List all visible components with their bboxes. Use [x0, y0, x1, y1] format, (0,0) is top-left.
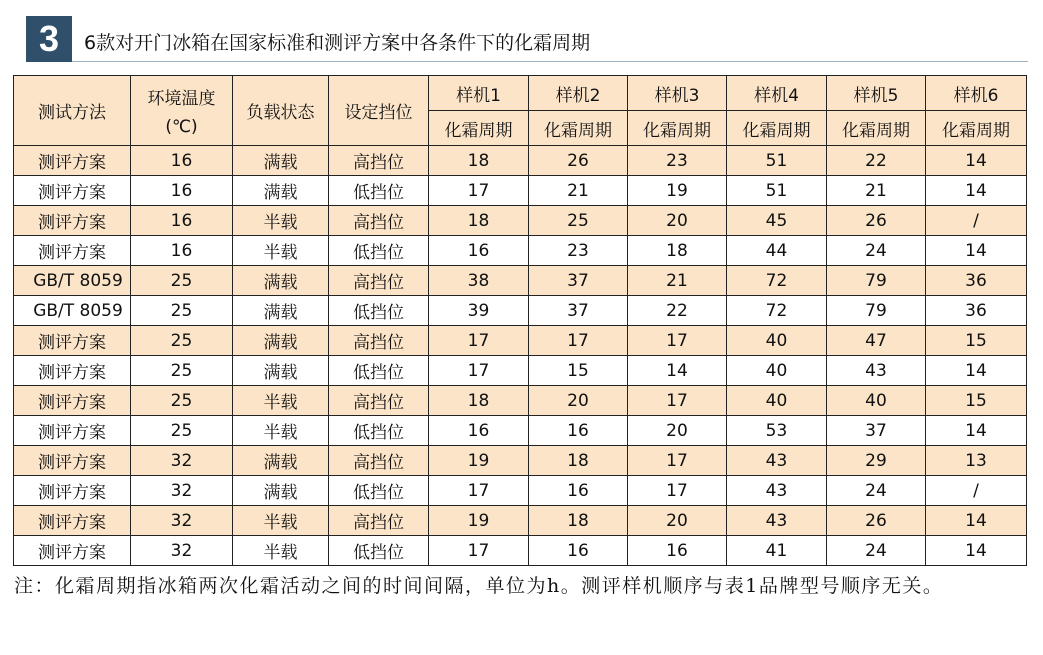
- table-row: [14, 446, 1027, 476]
- cell-sample-4: 51: [727, 146, 827, 176]
- cell-sample-3: 16: [628, 536, 727, 566]
- cell-sample-1: 19: [429, 446, 529, 476]
- cell-temperature: 25: [131, 266, 233, 296]
- cell-sample-3: 17: [628, 476, 727, 506]
- cell-sample-5: 24: [827, 476, 926, 506]
- cell-temperature: 25: [131, 416, 233, 446]
- defrost-cycle-table: [13, 75, 1027, 566]
- header-temperature-label: 环境温度: [147, 89, 216, 109]
- cell-sample-2: 21: [529, 176, 628, 206]
- header-row-1: [14, 76, 1027, 111]
- header-setting: 设定挡位: [329, 76, 429, 146]
- cell-sample-6: 14: [926, 146, 1027, 176]
- header-load: 负载状态: [233, 76, 329, 146]
- cell-sample-5: 43: [827, 356, 926, 386]
- cell-temperature: 32: [131, 506, 233, 536]
- table-row: [14, 176, 1027, 206]
- figure-number-badge: 3: [26, 16, 72, 62]
- cell-sample-1: 39: [429, 296, 529, 326]
- cell-sample-6: 15: [926, 386, 1027, 416]
- cell-sample-5: 37: [827, 416, 926, 446]
- cell-method: GB/T 8059: [14, 296, 131, 326]
- cell-sample-2: 37: [529, 266, 628, 296]
- header-defrost-cycle: 化霜周期: [926, 111, 1027, 146]
- cell-sample-2: 18: [529, 446, 628, 476]
- cell-sample-5: 47: [827, 326, 926, 356]
- cell-sample-1: 16: [429, 236, 529, 266]
- cell-sample-2: 15: [529, 356, 628, 386]
- cell-method: 测评方案: [14, 506, 131, 536]
- cell-sample-3: 18: [628, 236, 727, 266]
- cell-temperature: 25: [131, 386, 233, 416]
- cell-sample-4: 72: [727, 296, 827, 326]
- cell-temperature: 25: [131, 356, 233, 386]
- cell-sample-4: 43: [727, 446, 827, 476]
- cell-load: 满载: [233, 326, 329, 356]
- cell-sample-3: 17: [628, 326, 727, 356]
- cell-method: 测评方案: [14, 446, 131, 476]
- cell-sample-4: 41: [727, 536, 827, 566]
- cell-setting: 高挡位: [329, 146, 429, 176]
- header-temperature-unit: (℃): [165, 117, 198, 137]
- cell-sample-5: 79: [827, 296, 926, 326]
- table-row: [14, 266, 1027, 296]
- cell-temperature: 16: [131, 206, 233, 236]
- cell-temperature: 16: [131, 176, 233, 206]
- cell-sample-1: 18: [429, 386, 529, 416]
- header-defrost-cycle: 化霜周期: [529, 111, 628, 146]
- header-sample-6: 样机6: [926, 76, 1027, 111]
- cell-load: 半载: [233, 236, 329, 266]
- cell-sample-5: 22: [827, 146, 926, 176]
- cell-sample-6: 14: [926, 176, 1027, 206]
- figure-title: 6款对开门冰箱在国家标准和测评方案中各条件下的化霜周期: [84, 32, 591, 54]
- cell-sample-4: 43: [727, 476, 827, 506]
- cell-sample-1: 18: [429, 146, 529, 176]
- cell-setting: 高挡位: [329, 266, 429, 296]
- cell-setting: 低挡位: [329, 416, 429, 446]
- cell-method: 测评方案: [14, 386, 131, 416]
- cell-sample-6: /: [926, 206, 1027, 236]
- cell-setting: 低挡位: [329, 236, 429, 266]
- table-row: [14, 236, 1027, 266]
- cell-sample-5: 26: [827, 206, 926, 236]
- cell-sample-6: 14: [926, 356, 1027, 386]
- cell-method: 测评方案: [14, 236, 131, 266]
- table-body: [14, 146, 1027, 566]
- cell-sample-2: 23: [529, 236, 628, 266]
- cell-sample-3: 21: [628, 266, 727, 296]
- cell-sample-1: 18: [429, 206, 529, 236]
- cell-load: 满载: [233, 296, 329, 326]
- cell-load: 半载: [233, 416, 329, 446]
- cell-load: 满载: [233, 146, 329, 176]
- cell-method: 测评方案: [14, 206, 131, 236]
- table-row: [14, 476, 1027, 506]
- table-row: [14, 206, 1027, 236]
- cell-sample-4: 51: [727, 176, 827, 206]
- cell-load: 满载: [233, 476, 329, 506]
- table-row: [14, 386, 1027, 416]
- table-row: [14, 536, 1027, 566]
- cell-sample-2: 25: [529, 206, 628, 236]
- cell-sample-4: 45: [727, 206, 827, 236]
- cell-sample-1: 17: [429, 476, 529, 506]
- cell-sample-3: 17: [628, 386, 727, 416]
- table-row: [14, 146, 1027, 176]
- cell-load: 半载: [233, 506, 329, 536]
- cell-load: 满载: [233, 356, 329, 386]
- cell-setting: 高挡位: [329, 506, 429, 536]
- cell-temperature: 32: [131, 476, 233, 506]
- header-defrost-cycle: 化霜周期: [429, 111, 529, 146]
- header-method: 测试方法: [14, 76, 131, 146]
- cell-sample-5: 24: [827, 536, 926, 566]
- cell-sample-1: 17: [429, 536, 529, 566]
- cell-sample-4: 72: [727, 266, 827, 296]
- cell-sample-6: 13: [926, 446, 1027, 476]
- cell-sample-5: 40: [827, 386, 926, 416]
- header-sample-4: 样机4: [727, 76, 827, 111]
- header-temperature: [131, 76, 233, 146]
- cell-sample-5: 21: [827, 176, 926, 206]
- cell-method: GB/T 8059: [14, 266, 131, 296]
- cell-sample-6: /: [926, 476, 1027, 506]
- cell-setting: 低挡位: [329, 296, 429, 326]
- header-sample-3: 样机3: [628, 76, 727, 111]
- cell-temperature: 16: [131, 146, 233, 176]
- cell-temperature: 25: [131, 326, 233, 356]
- cell-setting: 高挡位: [329, 446, 429, 476]
- cell-sample-1: 38: [429, 266, 529, 296]
- cell-sample-3: 22: [628, 296, 727, 326]
- cell-sample-3: 19: [628, 176, 727, 206]
- table-row: [14, 416, 1027, 446]
- cell-method: 测评方案: [14, 176, 131, 206]
- cell-load: 半载: [233, 206, 329, 236]
- cell-setting: 低挡位: [329, 536, 429, 566]
- header-defrost-cycle: 化霜周期: [827, 111, 926, 146]
- cell-sample-5: 26: [827, 506, 926, 536]
- cell-load: 半载: [233, 386, 329, 416]
- cell-temperature: 16: [131, 236, 233, 266]
- cell-sample-2: 16: [529, 476, 628, 506]
- cell-sample-6: 14: [926, 236, 1027, 266]
- cell-setting: 低挡位: [329, 356, 429, 386]
- table-row: [14, 326, 1027, 356]
- cell-temperature: 32: [131, 536, 233, 566]
- cell-sample-6: 36: [926, 296, 1027, 326]
- cell-temperature: 25: [131, 296, 233, 326]
- cell-load: 满载: [233, 266, 329, 296]
- cell-sample-6: 14: [926, 506, 1027, 536]
- cell-sample-4: 40: [727, 356, 827, 386]
- cell-method: 测评方案: [14, 416, 131, 446]
- cell-temperature: 32: [131, 446, 233, 476]
- cell-sample-3: 20: [628, 416, 727, 446]
- cell-sample-5: 29: [827, 446, 926, 476]
- cell-sample-1: 16: [429, 416, 529, 446]
- cell-method: 测评方案: [14, 356, 131, 386]
- cell-sample-2: 26: [529, 146, 628, 176]
- header-sample-5: 样机5: [827, 76, 926, 111]
- cell-sample-3: 14: [628, 356, 727, 386]
- header-sample-1: 样机1: [429, 76, 529, 111]
- table-row: [14, 506, 1027, 536]
- cell-sample-5: 79: [827, 266, 926, 296]
- cell-setting: 高挡位: [329, 326, 429, 356]
- cell-setting: 低挡位: [329, 476, 429, 506]
- table-footnote: 注：化霜周期指冰箱两次化霜活动之间的时间间隔，单位为h。测评样机顺序与表1品牌型号顺序无关。: [14, 575, 944, 597]
- cell-sample-5: 24: [827, 236, 926, 266]
- figure-title-bar: [26, 16, 1028, 62]
- cell-setting: 低挡位: [329, 176, 429, 206]
- table-row: [14, 356, 1027, 386]
- cell-sample-3: 23: [628, 146, 727, 176]
- title-underline: [72, 61, 1028, 62]
- cell-sample-1: 17: [429, 176, 529, 206]
- cell-load: 满载: [233, 176, 329, 206]
- cell-setting: 高挡位: [329, 386, 429, 416]
- cell-sample-1: 17: [429, 326, 529, 356]
- cell-sample-1: 17: [429, 356, 529, 386]
- cell-sample-1: 19: [429, 506, 529, 536]
- cell-sample-4: 43: [727, 506, 827, 536]
- header-defrost-cycle: 化霜周期: [628, 111, 727, 146]
- cell-sample-6: 14: [926, 416, 1027, 446]
- cell-sample-3: 17: [628, 446, 727, 476]
- cell-method: 测评方案: [14, 536, 131, 566]
- cell-sample-2: 37: [529, 296, 628, 326]
- cell-sample-2: 16: [529, 536, 628, 566]
- cell-sample-4: 40: [727, 326, 827, 356]
- cell-method: 测评方案: [14, 476, 131, 506]
- cell-setting: 高挡位: [329, 206, 429, 236]
- cell-sample-2: 16: [529, 416, 628, 446]
- header-sample-2: 样机2: [529, 76, 628, 111]
- cell-method: 测评方案: [14, 146, 131, 176]
- cell-sample-4: 40: [727, 386, 827, 416]
- header-defrost-cycle: 化霜周期: [727, 111, 827, 146]
- cell-sample-4: 44: [727, 236, 827, 266]
- cell-sample-2: 17: [529, 326, 628, 356]
- cell-load: 满载: [233, 446, 329, 476]
- cell-sample-2: 20: [529, 386, 628, 416]
- cell-sample-6: 15: [926, 326, 1027, 356]
- cell-sample-2: 18: [529, 506, 628, 536]
- table-row: [14, 296, 1027, 326]
- cell-sample-3: 20: [628, 206, 727, 236]
- cell-sample-6: 14: [926, 536, 1027, 566]
- cell-sample-4: 53: [727, 416, 827, 446]
- cell-sample-6: 36: [926, 266, 1027, 296]
- cell-method: 测评方案: [14, 326, 131, 356]
- cell-sample-3: 20: [628, 506, 727, 536]
- cell-load: 半载: [233, 536, 329, 566]
